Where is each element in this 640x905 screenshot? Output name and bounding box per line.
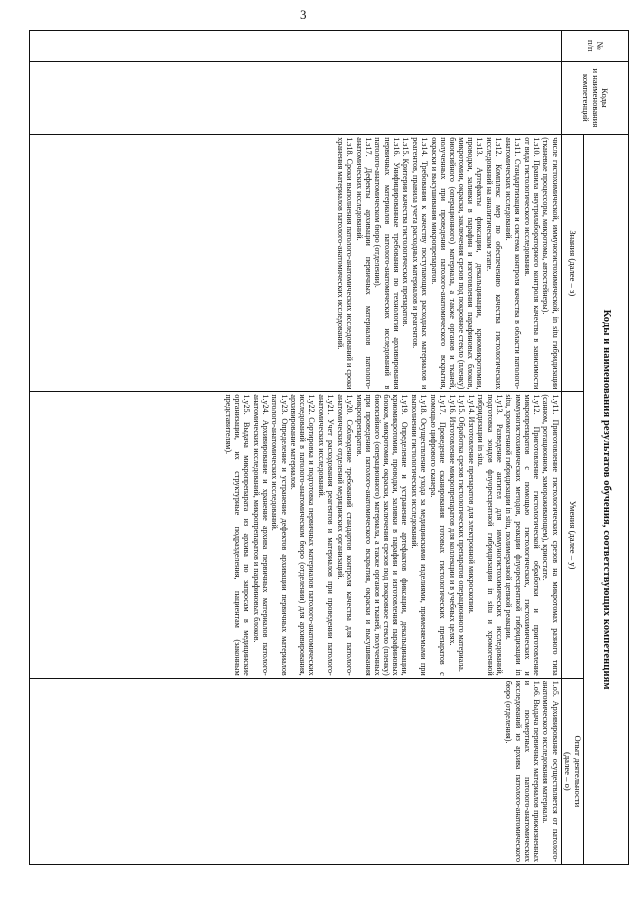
skill-item: 1.у13. Разведение антител для иммуногистохимических исследований, подготовка зондов флуоресцентной гибридизации in situ и хромогенной гибридизации in situ. <box>476 394 504 676</box>
page-number: 3 <box>300 7 307 22</box>
skill-item: 1.у20. Соблюдение требований стандартов контроля качества для патолого-анатомических отделений медицинских организаций. <box>335 394 354 676</box>
knowledge-item: числе гистохимической, иммуногистохимической, in situ гибридизации (тканевые процессоры, микротомы, автостейнеры). <box>541 137 560 390</box>
cell-number <box>30 31 562 62</box>
skill-item: 1.у12. Приготовление гистологической обработки и приготовление микропрепаратов с помощью гистологических, гистохимических и иммуногистохимических методов, реакции флуоресцентной гибридизации in situ, хромогенной гибридизации in situ, полимеразной цепной реакции. <box>504 394 541 676</box>
cell-knowledge <box>30 135 562 392</box>
skill-item: 1.у15. Обработка срезов гистологических препаратов операционного материала. <box>457 394 467 672</box>
knowledge-item: 1.з11. Стандартизация и система контроля качества в области патолого-анатомических исследований. <box>503 137 523 390</box>
cell-experience <box>30 678 562 864</box>
knowledge-item: 1.з17. Дефекты архивации первичных материалов патолого-анатомических исследований. <box>354 137 373 390</box>
cell-skills <box>30 392 562 678</box>
competency-table-sheet <box>29 30 629 865</box>
knowledge-item: 1.з13. Артефакты фиксации, декальцинации, криомикротомии, проводки, заливки в парафин и изготовления парафиновых блоков, микротомии, окраски, заключения срезов под покровное стекло (пленку) биопсийного (операционного) материала, а также органов и тканей, полученных при проведении патолого-анатомического вскрытия, окраски и высушивания микропрепаратов. <box>429 137 485 390</box>
knowledge-item: 1.з12. Комплекс мер по обеспечению качества гистологических исследований на аналитическом этапе. <box>485 137 504 390</box>
header-knowledge: Знания (далее – з) <box>561 135 583 392</box>
header-competency-codes: Коды и наименования компетенций <box>561 61 628 135</box>
skill-item: 1.у25. Выдача микропрепарата из архива по запросам в медицинские организации, их структурные подразделения, пациентам (законным представителям). <box>223 394 251 676</box>
knowledge-item: 1.з16. Унифицированные требования по технологии архивирования первичных материалов патолого-анатомических исследований в патолого-анатомическом бюро (отделении). <box>373 137 401 390</box>
skill-item: 1.у17. Проведение сканирования готовых гистологических препаратов с помощью цифрового сканера. <box>428 394 447 676</box>
skill-item: 1.у11. Приготовление гистологических срезов на микротомах разного типа (санном, ротационном, замораживающем), криостате. <box>541 394 560 676</box>
header-skills: Умения (далее – у) <box>561 392 583 678</box>
skill-item: 1.у16. Изготовление микропрепаратов для коллекции и в учебных целях. <box>447 394 457 646</box>
skill-item: 1.у22. Сортировка и подготовка первичных материалов патолого-анатомических исследований в патолого-анатомическом бюро (отделении) для архивирования, архивирование материалов. <box>289 394 317 676</box>
skill-item: 1.у18. Осуществление ухода за медицинскими изделиями, применяемыми при выполнении гистологических исследований. <box>409 394 429 676</box>
skill-item: 1.у21. Учет расходования реагентов и материалов при проведении патолого-анатомических исследований. <box>317 394 336 676</box>
cell-competency-codes <box>30 61 562 135</box>
knowledge-item: 1.з14. Требования к качеству поступающих расходных материалов и реагентов, правила учета расходных материалов и реагентов. <box>410 137 430 390</box>
experience-item: 1.о6. Выдача первичных материалов прижизненных и посмертных патолого-анатомических исследований из архива патолого-анатомического бюро (отделения). <box>504 680 541 862</box>
skill-item: 1.у19. Определение и устранение артефактов фиксации, декальцинации, криомикротомии, проводки, заливки в парафин и изготовления парафиновых блоков, микротомии, окраски, заключения срезов под покровное стекло (пленку) биопсийного (операционного) материала, а также органов и тканей, полученных при проведении патолого-анатомического вскрытия, окраски и высушивания микропрепаратов. <box>354 394 410 676</box>
competency-table <box>29 30 629 865</box>
skill-item: 1.у14. Изготовление препаратов для электронной микроскопии. <box>466 394 476 614</box>
skill-item: 1.у24. Архивирование и хранение архива первичных материалов патолого-анатомических исследований, микропрепаратов и парафиновых блоков. <box>251 394 270 676</box>
header-number: № п/п <box>561 31 628 62</box>
experience-item: 1.о5. Архивирование осуществляется от патолого-анатомического исследования материала. <box>541 680 560 862</box>
knowledge-item: 1.з15. Критерии качества гистологических препаратов. <box>401 137 411 327</box>
skill-item: 1.у23. Определение и устранение дефектов архивации первичных материалов патолого-анатомических исследований. <box>270 394 289 676</box>
header-learning-outcomes: Коды и наименования результатов обучения, соответствующих компетенциям <box>584 135 629 865</box>
knowledge-item: 1.з18. Сроки выполнения патолого-анатомических исследований и сроки хранения материалов патолого-анатомических исследований. <box>335 137 354 390</box>
knowledge-item: 1.з10. Правила внутрилабораторного контроля качества в зависимости от вида гистологического исследования. <box>522 137 541 390</box>
header-experience: Опыт деятельности (далее – о) <box>561 678 583 864</box>
